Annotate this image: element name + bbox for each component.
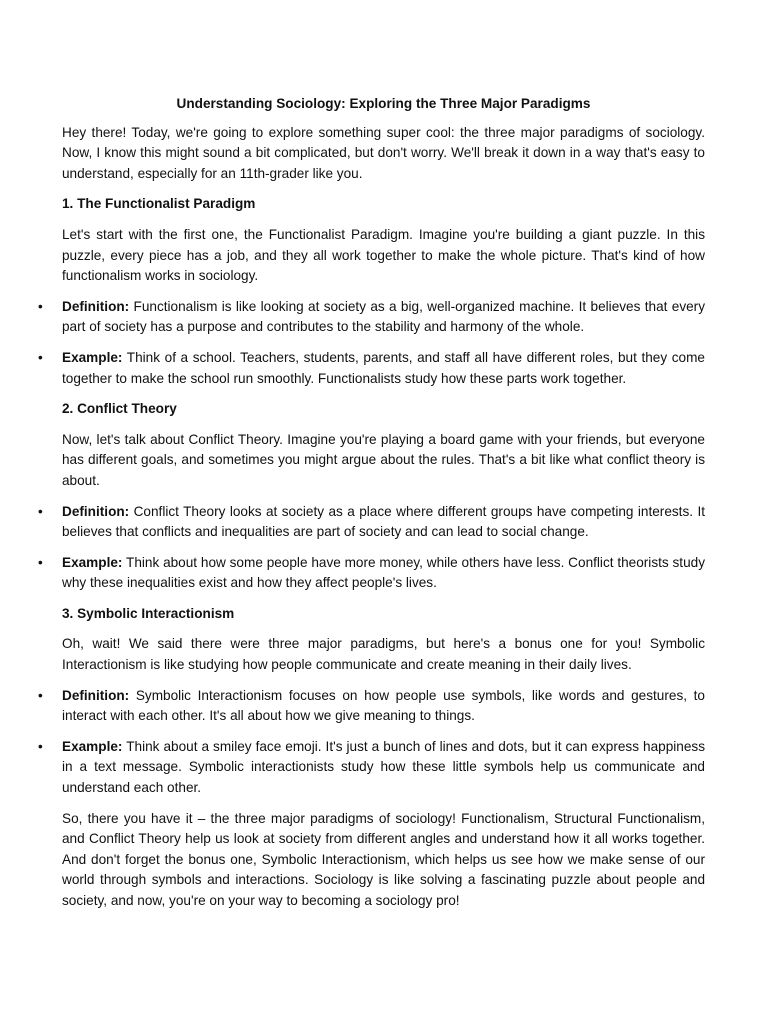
bullet-label: Definition: — [62, 298, 130, 314]
section-heading-conflict: 2. Conflict Theory — [62, 401, 177, 417]
bullet-list-symbolic — [62, 686, 705, 799]
document-page — [62, 94, 705, 922]
bullet-text: Conflict Theory looks at society as a place where different groups have competing interests. It believes that conflicts and inequalities are part of society and can lead to social change. — [62, 503, 705, 540]
bullet-label: Definition: — [62, 687, 130, 703]
section-body-symbolic: Oh, wait! We said there were three major paradigms, but here's a bonus one for you! Symbolic Interactionism is like studying how people communicate and create meaning in their daily lives. — [62, 636, 705, 673]
list-item — [62, 297, 705, 338]
bullet-text: Think about how some people have more money, while others have less. Conflict theorists study why these inequalities exist and how they affect people's lives. — [62, 554, 705, 591]
bullet-text: Think about a smiley face emoji. It's just a bunch of lines and dots, but it can express happiness in a text message. Symbolic interactionists study how these little symbols help us communicate and understand each other. — [62, 738, 705, 796]
list-item — [62, 737, 705, 799]
bullet-label: Example: — [62, 349, 123, 365]
bullet-text: Symbolic Interactionism focuses on how people use symbols, like words and gestures, to interact with each other. It's all about how we give meaning to things. — [62, 687, 705, 724]
bullet-list-functionalist — [62, 297, 705, 389]
conclusion-paragraph: So, there you have it – the three major paradigms of sociology! Functionalism, Structural Functionalism, and Conflict Theory help us look at society from different angles and understand how it all works together. And don't forget the bonus one, Symbolic Interactionism, which helps us see how we make sense of our world through symbols and interactions. Sociology is like solving a fascinating puzzle about people and society, and now, you're on your way to becoming a sociology pro! — [62, 810, 705, 908]
section-body-conflict: Now, let's talk about Conflict Theory. Imagine you're playing a board game with your friends, but everyone has different goals, and sometimes you might argue about the rules. That's a bit like what conflict theory is about. — [62, 431, 705, 488]
list-item — [62, 348, 705, 389]
document-title: Understanding Sociology: Exploring the Three Major Paradigms — [176, 96, 591, 111]
list-item — [62, 686, 705, 727]
bullet-label: Example: — [62, 738, 123, 754]
bullet-label: Example: — [62, 554, 123, 570]
list-item — [62, 553, 705, 594]
bullet-text: Functionalism is like looking at society as a big, well-organized machine. It believes that every part of society has a purpose and contributes to the stability and harmony of the whole. — [62, 298, 705, 335]
list-item — [62, 502, 705, 543]
bullet-text: Think of a school. Teachers, students, parents, and staff all have different roles, but they come together to make the school run smoothly. Functionalists study how these parts work together. — [62, 349, 705, 386]
bullet-list-conflict — [62, 502, 705, 594]
section-heading-functionalist: 1. The Functionalist Paradigm — [62, 196, 256, 212]
section-heading-symbolic: 3. Symbolic Interactionism — [62, 605, 235, 621]
intro-paragraph: Hey there! Today, we're going to explore something super cool: the three major paradigms of sociology. Now, I know this might sound a bit complicated, but don't worry. We'll break it down in a way that's easy to understand, especially for an 11th-grader like you. — [62, 124, 705, 181]
bullet-label: Definition: — [62, 503, 130, 519]
section-body-functionalist: Let's start with the first one, the Functionalist Paradigm. Imagine you're building a giant puzzle. In this puzzle, every piece has a job, and they all work together to make the whole picture. That's kind of how functionalism works in sociology. — [62, 226, 705, 284]
